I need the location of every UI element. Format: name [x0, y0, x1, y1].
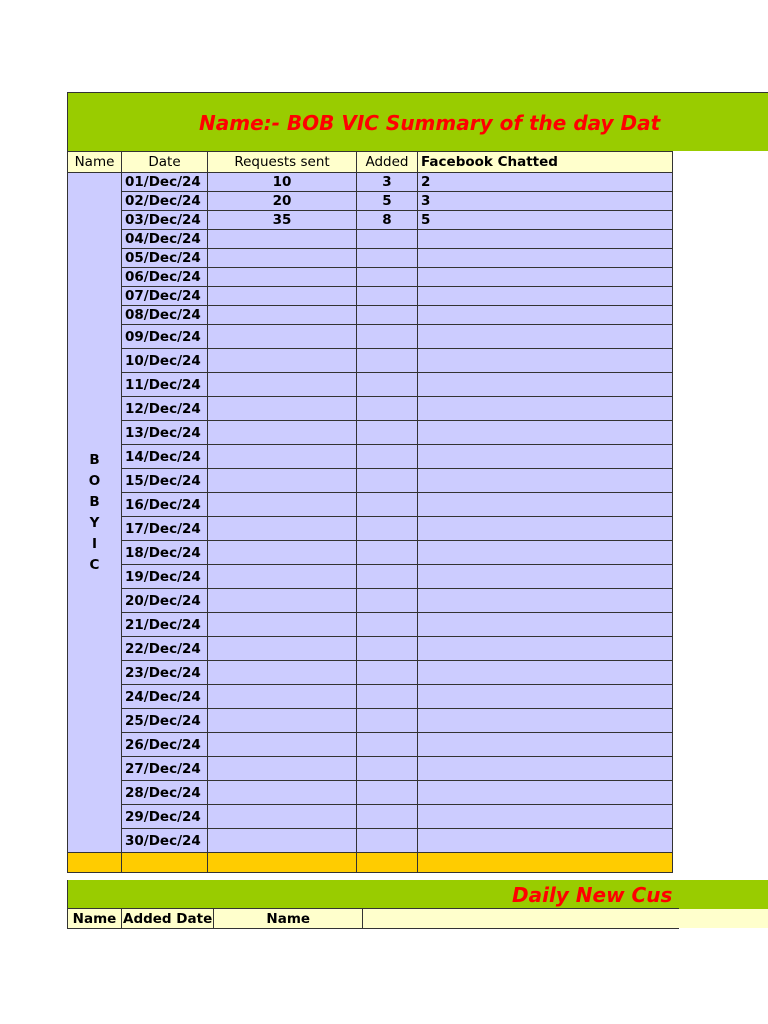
requests-cell[interactable]: [208, 589, 357, 613]
requests-cell[interactable]: [208, 325, 357, 349]
header-name[interactable]: Name: [68, 152, 122, 173]
table-row: [68, 829, 673, 853]
total-facebook-cell[interactable]: [418, 853, 673, 873]
person-name-letter: I: [91, 535, 98, 552]
date-cell[interactable]: 20/Dec/24: [122, 589, 208, 613]
date-cell[interactable]: 19/Dec/24: [122, 565, 208, 589]
facebook-cell[interactable]: [418, 781, 673, 805]
header-row: [68, 152, 673, 173]
added-cell[interactable]: [357, 781, 418, 805]
facebook-cell[interactable]: [418, 613, 673, 637]
table-row: [68, 517, 673, 541]
facebook-cell[interactable]: [418, 637, 673, 661]
requests-cell[interactable]: [208, 781, 357, 805]
table-row: [68, 685, 673, 709]
date-cell[interactable]: 24/Dec/24: [122, 685, 208, 709]
added-cell[interactable]: 5: [357, 192, 418, 211]
added-cell[interactable]: [357, 349, 418, 373]
requests-cell[interactable]: [208, 517, 357, 541]
daily-header-name[interactable]: Name: [68, 909, 122, 929]
facebook-cell[interactable]: 5: [418, 211, 673, 230]
added-cell[interactable]: [357, 306, 418, 325]
daily-new-customers-band: [67, 880, 768, 909]
facebook-cell[interactable]: [418, 445, 673, 469]
table-row: [68, 733, 673, 757]
requests-cell[interactable]: [208, 268, 357, 287]
facebook-cell[interactable]: [418, 541, 673, 565]
requests-cell[interactable]: [208, 541, 357, 565]
facebook-cell[interactable]: [418, 349, 673, 373]
date-cell[interactable]: 25/Dec/24: [122, 709, 208, 733]
facebook-cell[interactable]: [418, 287, 673, 306]
facebook-cell[interactable]: [418, 565, 673, 589]
added-cell[interactable]: [357, 373, 418, 397]
added-cell[interactable]: [357, 757, 418, 781]
facebook-cell[interactable]: [418, 421, 673, 445]
date-cell[interactable]: 11/Dec/24: [122, 373, 208, 397]
added-cell[interactable]: [357, 829, 418, 853]
facebook-cell[interactable]: [418, 249, 673, 268]
table-row: [68, 249, 673, 268]
added-cell[interactable]: [357, 230, 418, 249]
facebook-cell[interactable]: [418, 733, 673, 757]
date-cell[interactable]: 14/Dec/24: [122, 445, 208, 469]
date-cell[interactable]: 22/Dec/24: [122, 637, 208, 661]
date-cell[interactable]: 18/Dec/24: [122, 541, 208, 565]
table-row: [68, 613, 673, 637]
added-cell[interactable]: [357, 805, 418, 829]
total-added-cell[interactable]: [357, 853, 418, 873]
date-cell[interactable]: 03/Dec/24: [122, 211, 208, 230]
added-cell[interactable]: 8: [357, 211, 418, 230]
requests-cell[interactable]: [208, 249, 357, 268]
header-date[interactable]: Date: [122, 152, 208, 173]
date-cell[interactable]: 06/Dec/24: [122, 268, 208, 287]
added-cell[interactable]: [357, 661, 418, 685]
requests-cell[interactable]: [208, 349, 357, 373]
table-row: [68, 397, 673, 421]
added-cell[interactable]: [357, 589, 418, 613]
added-cell[interactable]: 3: [357, 173, 418, 192]
facebook-cell[interactable]: [418, 373, 673, 397]
date-cell[interactable]: 01/Dec/24: [122, 173, 208, 192]
person-name-letter: B: [89, 493, 100, 510]
total-row: [68, 853, 673, 873]
table-row: [68, 268, 673, 287]
table-row: [68, 493, 673, 517]
table-row: [68, 709, 673, 733]
person-name-letter: C: [89, 556, 100, 573]
requests-cell[interactable]: [208, 445, 357, 469]
daily-new-customers-title[interactable]: Daily New Cus: [512, 883, 673, 907]
title-band: [67, 92, 768, 151]
date-cell[interactable]: 09/Dec/24: [122, 325, 208, 349]
date-cell[interactable]: 04/Dec/24: [122, 230, 208, 249]
requests-cell[interactable]: [208, 230, 357, 249]
daily-header-added-date[interactable]: Added Date: [123, 910, 213, 927]
facebook-cell[interactable]: 3: [418, 192, 673, 211]
requests-cell[interactable]: [208, 469, 357, 493]
added-cell[interactable]: [357, 445, 418, 469]
requests-cell[interactable]: [208, 733, 357, 757]
total-name-cell[interactable]: [68, 853, 122, 873]
table-row: [68, 173, 673, 192]
table-row: [68, 565, 673, 589]
person-name-cell[interactable]: [68, 173, 122, 853]
date-cell[interactable]: 21/Dec/24: [122, 613, 208, 637]
table-row: [68, 637, 673, 661]
table-row: [68, 757, 673, 781]
date-cell[interactable]: 26/Dec/24: [122, 733, 208, 757]
table-row: [68, 541, 673, 565]
added-cell[interactable]: [357, 685, 418, 709]
person-name-letter: O: [88, 472, 101, 489]
added-cell[interactable]: [357, 637, 418, 661]
date-cell[interactable]: 29/Dec/24: [122, 805, 208, 829]
table-row: [68, 445, 673, 469]
added-cell[interactable]: [357, 493, 418, 517]
date-cell[interactable]: 10/Dec/24: [122, 349, 208, 373]
daily-header-extension: [672, 909, 768, 928]
date-cell[interactable]: 30/Dec/24: [122, 829, 208, 853]
added-cell[interactable]: [357, 268, 418, 287]
table-row: [68, 306, 673, 325]
facebook-cell[interactable]: [418, 397, 673, 421]
facebook-cell[interactable]: [418, 589, 673, 613]
date-cell[interactable]: 02/Dec/24: [122, 192, 208, 211]
date-cell[interactable]: 27/Dec/24: [122, 757, 208, 781]
requests-cell[interactable]: [208, 373, 357, 397]
table-row: [68, 421, 673, 445]
summary-table: [67, 151, 673, 873]
table-row: [68, 230, 673, 249]
table-row: [68, 469, 673, 493]
added-cell[interactable]: [357, 287, 418, 306]
facebook-cell[interactable]: [418, 805, 673, 829]
facebook-cell[interactable]: [418, 685, 673, 709]
facebook-cell[interactable]: [418, 517, 673, 541]
date-cell[interactable]: 15/Dec/24: [122, 469, 208, 493]
daily-header-row: [68, 909, 679, 929]
date-cell[interactable]: 23/Dec/24: [122, 661, 208, 685]
table-row: [68, 805, 673, 829]
added-cell[interactable]: [357, 517, 418, 541]
facebook-cell[interactable]: [418, 325, 673, 349]
facebook-cell[interactable]: [418, 268, 673, 287]
requests-cell[interactable]: [208, 661, 357, 685]
requests-cell[interactable]: [208, 709, 357, 733]
requests-cell[interactable]: 35: [208, 211, 357, 230]
requests-cell[interactable]: [208, 829, 357, 853]
table-row: [68, 287, 673, 306]
date-cell[interactable]: 16/Dec/24: [122, 493, 208, 517]
requests-cell[interactable]: [208, 613, 357, 637]
total-requests-cell[interactable]: [208, 853, 357, 873]
table-row: [68, 781, 673, 805]
requests-cell[interactable]: [208, 421, 357, 445]
requests-cell[interactable]: [208, 565, 357, 589]
daily-new-customers-table: [67, 908, 679, 929]
date-cell[interactable]: 28/Dec/24: [122, 781, 208, 805]
table-row: [68, 661, 673, 685]
requests-cell[interactable]: 20: [208, 192, 357, 211]
table-row: [68, 325, 673, 349]
added-cell[interactable]: [357, 709, 418, 733]
header-added[interactable]: Added: [357, 152, 418, 173]
facebook-cell[interactable]: [418, 661, 673, 685]
requests-cell[interactable]: 10: [208, 173, 357, 192]
header-requests[interactable]: Requests sent: [208, 152, 357, 173]
facebook-cell[interactable]: [418, 469, 673, 493]
added-cell[interactable]: [357, 565, 418, 589]
person-name-letter: B: [89, 451, 100, 468]
requests-cell[interactable]: [208, 493, 357, 517]
sheet-title[interactable]: Name:- BOB VIC Summary of the day Dat: [199, 111, 661, 135]
facebook-cell[interactable]: [418, 757, 673, 781]
requests-cell[interactable]: [208, 637, 357, 661]
table-row: [68, 192, 673, 211]
added-cell[interactable]: [357, 325, 418, 349]
date-cell[interactable]: 12/Dec/24: [122, 397, 208, 421]
requests-cell[interactable]: [208, 306, 357, 325]
table-row: [68, 589, 673, 613]
requests-cell[interactable]: [208, 287, 357, 306]
header-facebook[interactable]: Facebook Chatted: [418, 152, 673, 173]
added-cell[interactable]: [357, 421, 418, 445]
added-cell[interactable]: [357, 733, 418, 757]
date-cell[interactable]: 08/Dec/24: [122, 306, 208, 325]
facebook-cell[interactable]: [418, 230, 673, 249]
person-name-letter: Y: [89, 514, 100, 531]
date-cell[interactable]: 07/Dec/24: [122, 287, 208, 306]
table-row: [68, 349, 673, 373]
added-cell[interactable]: [357, 249, 418, 268]
requests-cell[interactable]: [208, 397, 357, 421]
table-row: [68, 211, 673, 230]
requests-cell[interactable]: [208, 805, 357, 829]
facebook-cell[interactable]: 2: [418, 173, 673, 192]
daily-header-empty[interactable]: [363, 909, 679, 929]
date-cell[interactable]: 17/Dec/24: [122, 517, 208, 541]
total-date-cell[interactable]: [122, 853, 208, 873]
daily-header-name2[interactable]: Name: [214, 909, 363, 929]
date-cell[interactable]: 13/Dec/24: [122, 421, 208, 445]
facebook-cell[interactable]: [418, 306, 673, 325]
date-cell[interactable]: 05/Dec/24: [122, 249, 208, 268]
requests-cell[interactable]: [208, 685, 357, 709]
added-cell[interactable]: [357, 541, 418, 565]
facebook-cell[interactable]: [418, 709, 673, 733]
requests-cell[interactable]: [208, 757, 357, 781]
added-cell[interactable]: [357, 469, 418, 493]
facebook-cell[interactable]: [418, 829, 673, 853]
table-row: [68, 373, 673, 397]
added-cell[interactable]: [357, 397, 418, 421]
facebook-cell[interactable]: [418, 493, 673, 517]
added-cell[interactable]: [357, 613, 418, 637]
